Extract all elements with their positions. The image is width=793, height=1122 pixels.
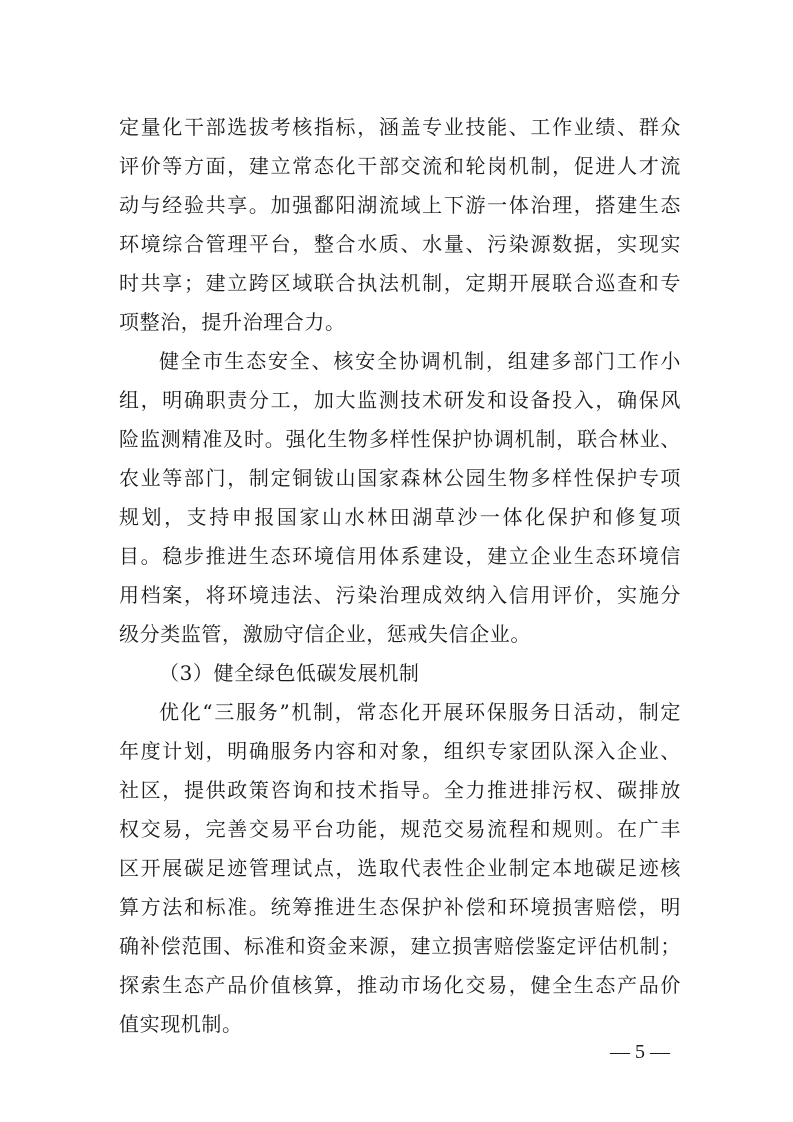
body-text xyxy=(119,108,681,1044)
text-line: 确补偿范围、标准和资金来源，建立损害赔偿鉴定评估机制； xyxy=(119,934,681,958)
text-line: 权交易，完善交易平台功能，规范交易流程和规则。在广丰 xyxy=(119,817,681,841)
text-line: 项整治，提升治理合力。 xyxy=(119,310,346,334)
text-line: 目。稳步推进生态环境信用体系建设，建立企业生态环境信 xyxy=(119,544,681,568)
text-line: 组，明确职责分工，加大监测技术研发和设备投入，确保风 xyxy=(119,388,681,412)
text-line: 值实现机制。 xyxy=(119,1012,243,1036)
page-number: — 5 — xyxy=(610,1041,670,1063)
text-line: 社区，提供政策咨询和技术指导。全力推进排污权、碳排放 xyxy=(119,778,681,802)
text-line: 险监测精准及时。强化生物多样性保护协调机制，联合林业、 xyxy=(119,427,681,451)
text-line: 健全市生态安全、核安全协调机制，组建多部门工作小 xyxy=(159,349,681,373)
text-line: 评价等方面，建立常态化干部交流和轮岗机制，促进人才流 xyxy=(119,154,681,178)
text-line: 规划，支持申报国家山水林田湖草沙一体化保护和修复项 xyxy=(119,505,681,529)
section-heading: （3）健全绿色低碳发展机制 xyxy=(159,661,420,685)
text-line: 区开展碳足迹管理试点，选取代表性企业制定本地碳足迹核 xyxy=(119,856,681,880)
text-line: 优化“三服务”机制，常态化开展环保服务日活动，制定 xyxy=(159,700,681,724)
text-line: 级分类监管，激励守信企业，惩戒失信企业。 xyxy=(119,622,531,646)
text-line: 探索生态产品价值核算，推动市场化交易，健全生态产品价 xyxy=(119,973,681,997)
text-line: 时共享；建立跨区域联合执法机制，定期开展联合巡查和专 xyxy=(119,271,681,295)
text-line: 定量化干部选拔考核指标，涵盖专业技能、工作业绩、群众 xyxy=(119,115,681,139)
text-line: 农业等部门，制定铜钹山国家森林公园生物多样性保护专项 xyxy=(119,466,681,490)
text-line: 环境综合管理平台，整合水质、水量、污染源数据，实现实 xyxy=(119,232,681,256)
text-line: 动与经验共享。加强鄱阳湖流域上下游一体治理，搭建生态 xyxy=(119,193,681,217)
text-line: 用档案，将环境违法、污染治理成效纳入信用评价，实施分 xyxy=(119,583,681,607)
text-line: 算方法和标准。统筹推进生态保护补偿和环境损害赔偿，明 xyxy=(119,895,681,919)
text-line: 年度计划，明确服务内容和对象，组织专家团队深入企业、 xyxy=(119,739,681,763)
